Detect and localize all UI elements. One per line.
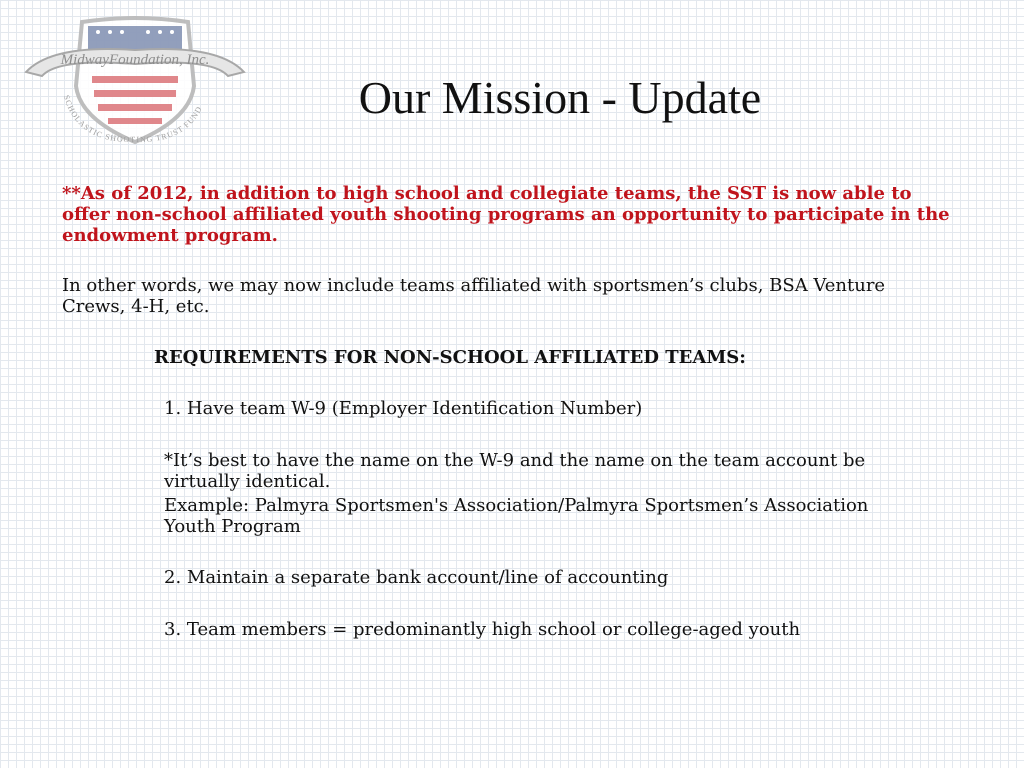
requirements-heading: REQUIREMENTS FOR NON-SCHOOL AFFILIATED TEAMS: bbox=[154, 347, 746, 368]
shield-logo-icon bbox=[22, 14, 248, 146]
requirement-3: 3. Team members = predominantly high school or college-aged youth bbox=[164, 619, 801, 640]
logo-tagline: SCHOLASTIC SHOOTING TRUST FUND bbox=[61, 93, 204, 145]
intro-paragraph: In other words, we may now include teams affiliated with sportsmen’s clubs, BSA Venture Crews, 4-H, etc. bbox=[62, 275, 886, 317]
requirement-example: Example: Palmyra Sportsmen's Association/Palmyra Sportsmen’s Association Youth Program bbox=[164, 495, 869, 537]
page-title: Our Mission - Update bbox=[358, 72, 762, 123]
requirement-note: *It’s best to have the name on the W-9 and the name on the team account be virtually identical. bbox=[164, 450, 866, 492]
highlight-paragraph: **As of 2012, in addition to high school and collegiate teams, the SST is now able to offer non-school affiliated youth shooting programs an opportunity to participate in the endowment program. bbox=[62, 183, 950, 246]
requirement-1: 1. Have team W-9 (Employer Identification Number) bbox=[164, 398, 643, 419]
logo-name: MidwayFoundation, Inc. bbox=[60, 52, 210, 68]
midway-foundation-logo bbox=[22, 14, 248, 146]
requirement-2: 2. Maintain a separate bank account/line of accounting bbox=[164, 567, 669, 588]
